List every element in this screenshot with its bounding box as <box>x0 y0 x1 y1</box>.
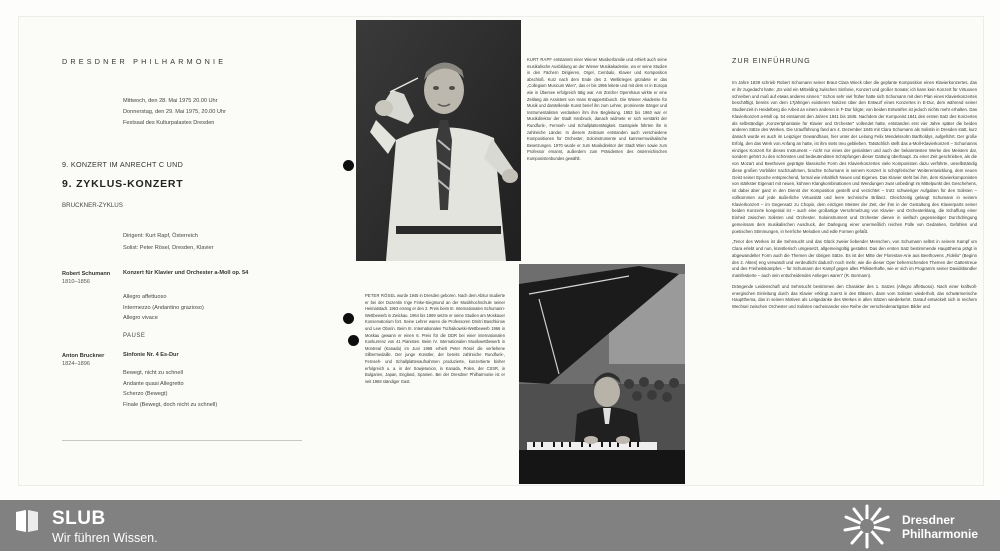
composer-years: 1810–1856 <box>62 279 90 285</box>
pianist-photo <box>519 264 685 484</box>
bio-text: entstammt einer Wiener Musikerfamilie und erhielt auch seine musikalische Ausbildung an der Wiener Musikakademie, wo er seine Studien in den Fächern Dirigieren, Orgel, Cembalo, Klavier und Komposition abschloß. Kurz nach dem Ende des 2. Weltkrieges gründete er das „Collegium Musicum Wien“, das er bis 1956 leitete und mit dem er in Europa wie in Übersee erfolgreich tätig war. Am Zürcher Opernhaus wirkte er eine Zeitlang als Assistent von Hans Knappertsbusch. Die Wiener Akademie für Musik und darstellende Kunst berief ihn zum Lehrer, prominente Sänger und Instrumentalisten verdanken ihm ihre Begleitung. 1953 bis 1960 war er Musikdirektor der Stadt Innsbruck, danach widmete er sich verstärkt der Rundfunk-, Fernseh- und Schallplattentätigkeit. Gastspiele führten ihn in zahlreiche Länder. In diesem Zeitraum entstanden auch verschiedene Kompositionen für Orchester, Soloinstrumente und kammermusikalische Besetzungen. 1970 wurde er zum Musikdirektor der Stadt Wien sowie zum Professor ernannt, außerdem zum Präsidenten des österreichischen Komponistenbundes gewählt. <box>527 57 668 161</box>
movement-item: Scherzo (Bewegt) <box>123 391 168 397</box>
philharmonie-logo-text[interactable] <box>902 513 978 541</box>
bio-peter-roesel <box>365 293 505 385</box>
philharmonie-line-1: Dresdner <box>902 513 955 527</box>
composer-name: Robert Schumann <box>62 271 111 277</box>
punch-hole <box>348 335 359 346</box>
concert-series-line: 9. KONZERT IM ANRECHT C UND <box>62 160 184 169</box>
conductor-photo <box>356 20 521 261</box>
intro-paragraph: Im Jahre 1839 schrieb Robert Schumann seiner Braut Clara Wieck über die geplante Komposition eines Klavierkonzertes, das er ihr zugedacht hatte: „Es wird ein Mittelding zwischen Sinfonie, Konzert und großer Sonate; ich kann kein Konzert für Virtuosen schreiben und muß auf etwas anderes sinnen.“ Schon sehr viel früher hatte sich Schumann mit dem Plan eines Klavierkonzertes beschäftigt, bereits von dem 17jährigen existieren Notizen über den Entwurf eines Konzertes in E-Dur, dem während seiner Studienzeit in Heidelberg die Arbeit an einem anderen in F-Dur folgte; von beiden Entwürfen ist jedoch nichts mehr erhalten. Das Klavierkonzert a-Moll op. 54 entsammt den Jahren 1841 bis 1845. Nachdem der Komponist 1841 den ersten Satz des Konzertes als selbständige „Konzertphantasie für Klavier und Orchester“ vollendet hatte, entstanden erst vier Jahre später die beiden anderen Sätze des Werkes. Die Uraufführung fand am 4. Dezember 1845 mit Clara Schumann als Solistin in Dresden statt, kurz danach wurde es auch im Leipziger Gewandhaus, hier unter der Leitung Felix Mendelssohn Bartholdys, aufgeführt. Der große Erfolg, den das Werk von Anfang an hatte, ist ihm stets treu geblieben. Tatsächlich stellt das a-Moll-Klavierkonzert – Schumanns einziges Konzert für dieses Instrument – nicht nur eines der genialsten und auch der bekanntesten Werke des Meisters dar, sondern gehört zu den schönsten und bedeutendsten Schöpfungen dieser Gattung überhaupt. Zu einer Zeit geschrieben, als die von Mozart und Beethoven geprägte klassische Form des Klavierkonzertes viele Komponisten dazu verführte, unselbständig diese großen Vorbilder nachzuahmen, brachte Schumann in seinem Konzert in schöpferischer Weiterentwicklung, dem neuen Geist seiner Epoche entsprechend, formal wie inhaltlich Neues und Eigenes. Das Klavier steht bei ihm, dem Klavierkomponisten von stärkster Eigenart mit neuen, kühnen Klangkombinationen und Wendungen zwar unbedingt im Mittelpunkt des Geschehens, ist dabei aber ganz in den Dienst der Komposition gestellt und verzichtet – trotz schwieriger Aufgaben für den Solisten – vollkommen auf jede äußerliche Virtuosität und leere technische Brillanz. Gleichzeitig gelangt Schumann in seinem Klavierkonzert – im Gegensatz zu Chopin, dem einzigen Meister der Zeit, der ihm in der Gestaltung des Klavierparts seiner beiden Konzerte kongenial ist – auch eine großartige Verschmelzung von Klavier- und Orchesterklang, die Schaffung einer Einheit zwischen Solisten und Orchester. Soloinstrument und Orchester dienen in vielfach gegenseitiger Durchdringung gemeinsam dem musikalischen Ausdruck, der Darlegung einer unermeßlich reichen Fülle von Gedanken, Gefühlen und poetischen Stimmungen, in herrliche Melodien und edle Formen gefaßt. <box>732 80 977 234</box>
date-line-1: Mittwoch, den 28. Mai 1975 20.00 Uhr <box>123 98 218 104</box>
composer-name: Anton Bruckner <box>62 353 105 359</box>
orchestra-title: DRESDNER PHILHARMONIE <box>62 57 227 66</box>
movement-item: Allegro affettuoso <box>123 294 167 300</box>
movement-item: Andante quasi Allegretto <box>123 380 184 387</box>
composer-years: 1824–1896 <box>62 361 90 367</box>
venue-line: Festsaal des Kulturpalastes Dresden <box>123 120 215 126</box>
performers <box>123 230 213 254</box>
composer-schumann <box>62 270 110 286</box>
conductor-line: Dirigent: Kurt Rapf, Österreich <box>123 233 198 239</box>
conductor-illustration <box>356 20 521 261</box>
punch-hole <box>343 160 354 171</box>
slub-book-icon[interactable] <box>14 508 40 534</box>
bio-text: wurde 1945 in Dresden geboren. Nach dem Abitur studierte er bei der Dozentin Inge Finke-Siegmund an der Musikhochschule seiner Heimatstadt. 1963 errang er den 2. Preis beim III. Internationalen Schumann-Wettbewerb in Zwickau. 1964 bis 1969 setzte er seine Studien am Moskauer Konservatorium fort. Seine Lehrer waren die Professoren Dmitri Baschkirow und Lew Oborin. Beim III. Internationalen Tschaikowski-Wettbewerb 1966 in Moskau gewann er einen 6. Preis für die DDR bei einer internationalen Konkurrenz von 41 Pianisten. Beim IV. Internationalen Musikwettbewerb in Montreal (Kanada) im Juni 1968 erhielt Peter Rösel die verliehene Silbermedaille. Der junge Künstler, der bereits zahlreiche Rundfunk-, Fernseh- und Schallplattenaufnahmen produzierte, konzertierte bisher erfolgreich u. a. in der Sowjetunion, in Kanada, Polen, der CSSR, in Bulgarien, Japan, England, Spanien. Bei der Dresdner Philharmonie ist er seit 1968 ständiger Gast. <box>365 293 506 384</box>
zyklus-title: 9. ZYKLUS-KONZERT <box>62 178 184 190</box>
date-line-2: Donnerstag, den 29. Mai 1975, 20.00 Uhr <box>123 109 226 115</box>
movement-item: Bewegt, nicht zu schnell <box>123 370 184 376</box>
bio-name: KURT RAPF <box>527 57 553 62</box>
philharmonie-sunburst-icon[interactable] <box>842 503 892 549</box>
philharmonie-line-2: Philharmonie <box>902 527 979 541</box>
movements-schumann <box>123 292 204 324</box>
intro-text <box>732 80 977 315</box>
movement-item: Intermezzo (Andantino grazioso) <box>123 304 204 311</box>
bruckner-zyklus-label: BRUCKNER-ZYKLUS <box>62 202 123 209</box>
composer-bruckner <box>62 352 104 368</box>
bio-kurt-rapf <box>527 57 667 163</box>
movements-bruckner <box>123 368 217 410</box>
slub-logo-text[interactable]: SLUB <box>52 508 106 529</box>
work-title-schumann: Konzert für Klavier und Orchester a-Moll op. 54 <box>123 270 249 276</box>
bio-name: PETER RÖSEL <box>365 293 396 298</box>
intro-heading: ZUR EINFÜHRUNG <box>732 56 811 65</box>
movement-item: Finale (Bewegt, doch nicht zu schnell) <box>123 401 218 408</box>
divider-line <box>62 440 302 441</box>
punch-hole <box>343 313 354 324</box>
slub-tagline: Wir führen Wissen. <box>52 531 158 545</box>
intro-paragraph: Drängende Leidenschaft und Sehnsucht bestimmen den Charakter des 1. Satzes (Allegro affettuoso). Nach einer kraftvoll-energischen Einleitung durch das Klavier erklingt zuerst in den Bläsern, dann vom Solisten wiederholt, das schwärmerische Hauptthema, das in seinen Motiven als Leitgedanke des Werkes in allen Sätzen wiederkehrt. Darauf entwickelt sich in reichem Wechsel zwischen Orchester und Solisten nacheinander eine Reihe der verschiedenartigsten Bilder und <box>732 283 977 309</box>
soloist-line: Solist: Peter Rösel, Dresden, Klavier <box>123 245 214 251</box>
work-title-bruckner: Sinfonie Nr. 4 Es-Dur <box>123 352 179 358</box>
pianist-illustration <box>519 264 685 484</box>
movement-item: Allegro vivace <box>123 315 158 321</box>
intro-paragraph: „Tenor des Werkes ist die Sehnsucht und das Glück zweier liebender Menschen, von Schumann selbst in seinem Kampf um Clara erlebt und nun, künstlerisch umgesetzt, allgemeingültig gestaltet. Das den ersten Satz bestimmende Hauptthema prägt in abgewandelter Form auch die Themen der übrigen Sätze. Es ist der Mitte der Florestan-Arie aus Beethovens „Fidelio“ (Beginn des 2. Aktes) eng verwandt und verdeutlicht dadurch noch mehr, wie die dieser Oper beherrschenden Themen der Gattentreue und des Freiheitskampfes – für Schumann der Kampf gegen alles Philisterhafte, wie er sich im Programm seiner Davidsbündler manifestierte – auch sein entscheidendes Anliegen waren“ (R. Bormann). <box>732 239 977 278</box>
pause-label: PAUSE <box>123 333 146 339</box>
concert-dates <box>123 96 323 129</box>
